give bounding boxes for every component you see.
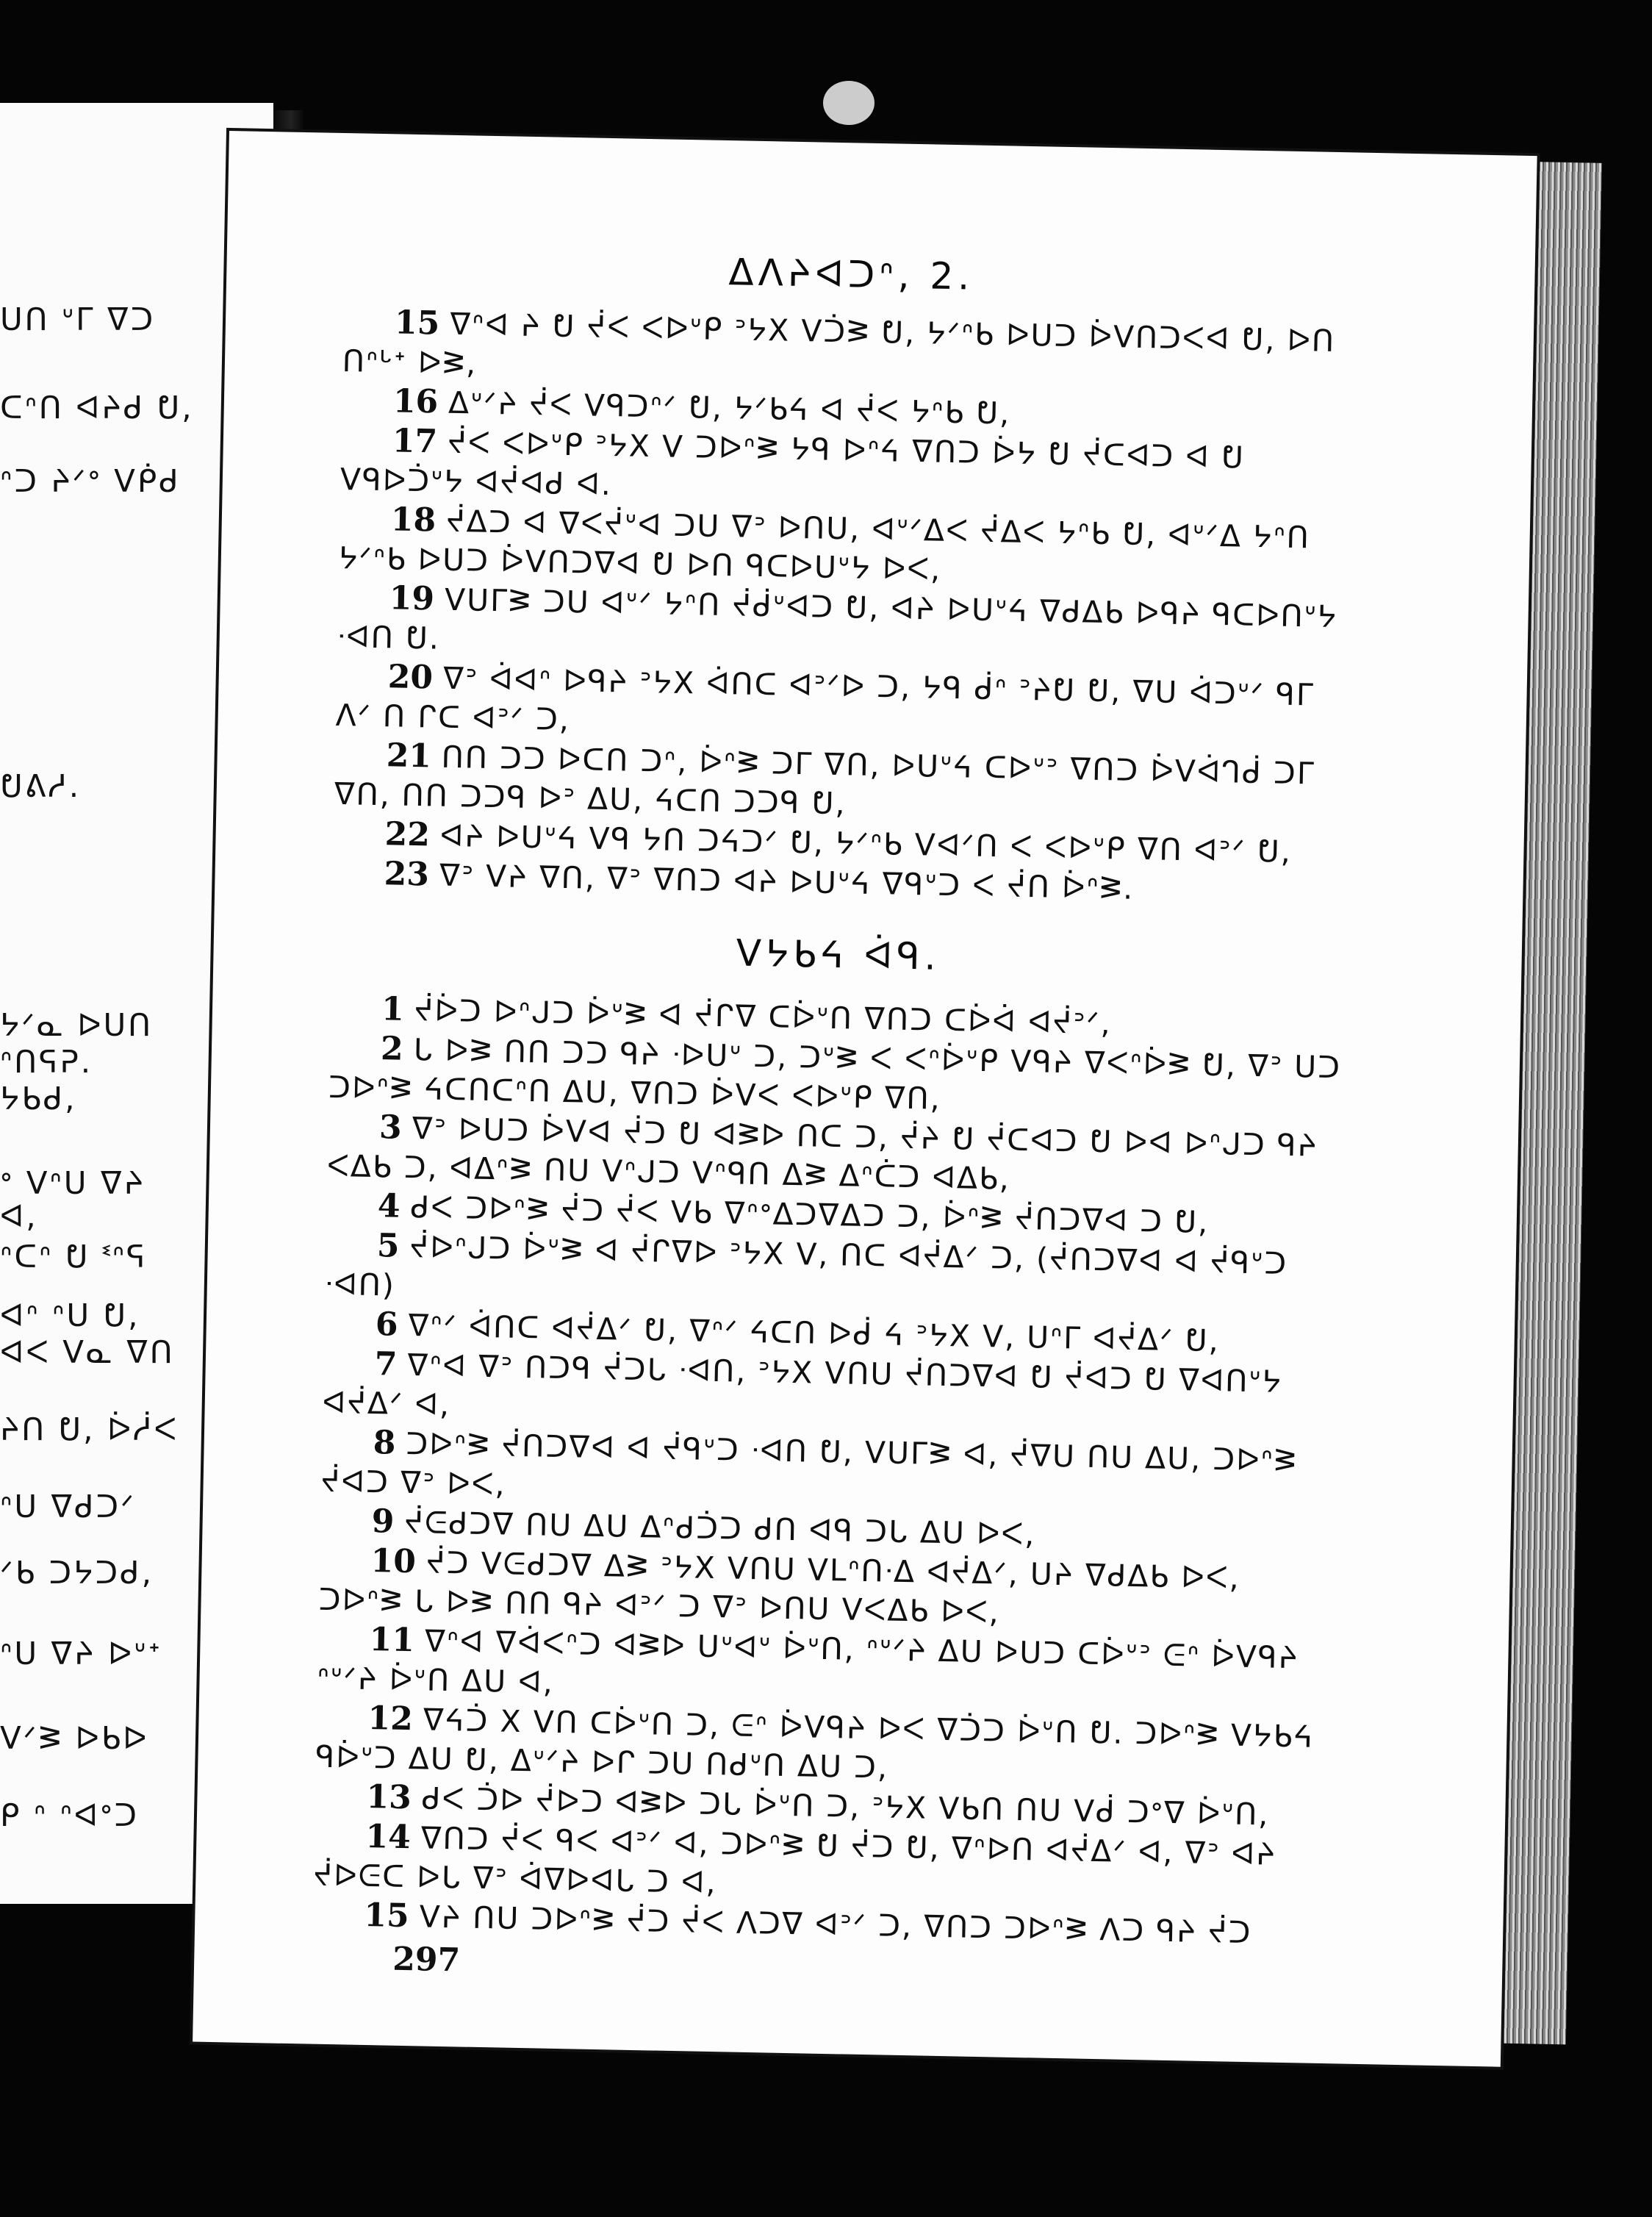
section-heading: ᐯᔭᑲᔦ ᐋᑫ. xyxy=(736,931,941,978)
verse-text: ᐁᐣ ᐯᔨ ᐁᑎ, ᐁᐣ ᐁᑎᑐ ᐊᔨ ᐅᑌᐡᔦ ᐁᑫᐡᑐ ᐸ ᔫᑎ ᐆᐢᕒ. xyxy=(439,857,1135,906)
verse-number: 14 xyxy=(364,1817,412,1857)
left-page-line: ᕞᕕᓱ. xyxy=(0,768,82,804)
verse-number: 23 xyxy=(384,855,430,894)
verse-number: 21 xyxy=(386,737,432,776)
verse-text: ᐊᔨ ᐅᑌᐡᔦ ᐯᑫ ᔭᑎ ᑐᔦᑐᐟ ᕞ, ᔭᐟᐢᑲ ᐯᐊᐟᑎ ᐸ ᐸᐅᐡᑭ ᐁᑎ ᐊᐣᐟ ᕞ, xyxy=(439,817,1293,870)
chapter-verses xyxy=(332,302,1357,912)
left-page-line: ᐊᐸ ᐯᓇ ᐁᑎ xyxy=(0,1334,175,1370)
left-page-line: ᐟᑲ ᑐᔭᑐᑯ, xyxy=(0,1555,154,1591)
left-page-line: ᔭᑲᑯ, xyxy=(0,1081,77,1117)
verse-text: ᔫᐅᐢᒍᑐ ᐆᐡᕒ ᐊ ᔫᒋᐁᐅ ᐣᔭX ᐯ, ᑎᑕ ᐊᔫᐃᐟ ᑐ, (ᔫᑎᑐᐁᐊ ᐊ ᔫᑫᐡᑐ ᐧᐊᑎ) xyxy=(324,1228,1288,1303)
verse-text: ᔫᑐ ᐯᕮᑯᑐᐁ ᐃᕒ ᐣᔭX ᐯᑎᑌ ᐯᒪᐢᑎᐧᐃ ᐊᔫᐃᐟ, ᑌᔨ ᐁᑯᐃᑲ ᐅᐸ, ᑐᐅᐢᕒ ᒐ ᐅᕒ ᑎᑎ ᑫᔨ ᐊᐣᐟ ᑐ ᐁᐣ ᐅᑎᑌ ᐯᐸᐃᑲ ᐅᐸ, xyxy=(318,1544,1241,1630)
verse-text: ᔫᐸ ᐸᐅᐡᑭ ᐣᔭX ᐯ ᑐᐅᐢᕒ ᔭᑫ ᐅᐢᔦ ᐁᑎᑐ ᐆᔭ ᕞ ᔫᑕᐊᑐ ᐊ ᕞ ᐯᑫᐅᑑᐡᔭ ᐊᔫᐊᑯ ᐊ. xyxy=(340,424,1246,503)
left-page-line: ᐢᑐ ᔨᐟᐤ ᐯᑮᑯ xyxy=(0,463,181,499)
left-page-line: ᔨᑎ ᕞ, ᐆᓲᐸ xyxy=(0,1411,179,1447)
left-page-line: ᐯᐟᕒ ᐅᑲᐅ xyxy=(0,1720,149,1756)
left-page-line: ᐢᑌ ᐁᑯᑐᐟ xyxy=(0,1489,137,1525)
verse-text: ᑐᐅᐢᕒ ᔫᑎᑐᐁᐊ ᐊ ᔫᑫᐡᑐ ᐧᐊᑎ ᕞ, ᐯᑌᒥᕒ ᐊ, ᔫᐁᑌ ᑎᑌ ᐃᑌ, ᑐᐅᐢᕒ ᔫᐊᑐ ᐁᐣ ᐅᐸ, xyxy=(320,1425,1298,1503)
verse-text: ᐃᐡᐟᔨ ᔫᐸ ᐯᑫᑐᐢᐟ ᕞ, ᔭᐟᑲᔦ ᐊ ᔫᐸ ᔭᐢᑲ ᕞ, xyxy=(448,384,1011,431)
verse-text: ᐯᑌᒥᕒ ᑐᑌ ᐊᐡᐟ ᔭᐢᑎ ᔫᑰᐡᐊᑐ ᕞ, ᐊᔨ ᐅᑌᐡᔦ ᐁᑯᐃᑲ ᐅᑫᔨ ᑫᑕᐅᑎᐡᔭ ᐧᐊᑎ ᕞ. xyxy=(337,581,1338,656)
verse-number: 16 xyxy=(392,382,439,421)
page-number: 297 xyxy=(392,1940,461,1980)
verse-text: ᐁᐣ ᐋᐊᐢ ᐅᑫᔨ ᐣᔭX ᐋᑎᑕ ᐊᐣᐟᐅ ᑐ, ᔭᑫ ᑰᐢ ᐣᔨᕞ ᕞ, ᐁᑌ ᐋᑐᐡᐟ ᑫᒥ ᐱᐟ ᑎ ᒋᑕ ᐊᐣᐟ ᑐ, xyxy=(335,660,1315,738)
verse-text: ᐁᔦᑑ X ᐯᑎ ᑕᐆᐡᑎ ᑐ, ᕮᐢ ᐆᐯᑫᔨ ᐅᐸ ᐁᑑᑐ ᐆᐡᑎ ᕞ. ᑐᐅᐢᕒ ᐯᔭᑲᔦ ᑫᐆᐡᑐ ᐃᑌ ᕞ, ᐃᐡᐟᔨ ᐅᒋ ᑐᑌ ᑎᑯᐡᑎ ᐃᑌ ᑐ, xyxy=(315,1702,1315,1786)
verse-number: 1 xyxy=(381,990,405,1028)
verse-number: 9 xyxy=(371,1503,395,1541)
verse-number: 6 xyxy=(375,1306,398,1344)
verse-number: 19 xyxy=(389,579,435,618)
verse-number: 8 xyxy=(373,1424,396,1462)
left-page-line: ᑕᐢᑎ ᐊᔨᑯ ᕞ, xyxy=(0,390,194,426)
verse-text: ᐯᔨ ᑎᑌ ᑐᐅᐢᕒ ᔫᑐ ᔫᐸ ᐱᑐᐁ ᐊᐣᐟ ᑐ, ᐁᑎᑐ ᑐᐅᐢᕒ ᐱᑐ ᑫᔨ ᔫᑐ xyxy=(419,1899,1252,1951)
verse-text: ᐁᐢᐊ ᐁᐋᐸᐢᑐ ᐊᕒᐅ ᑌᐡᐊᐡ ᐆᐡᑎ, ᐢᐡᐟᔨ ᐃᑌ ᐅᑌᑐ ᑕᐆᐡᐣ ᕮᐢ ᐆᐯᑫᔨ ᐢᐡᐟᔨ ᐆᐡᑎ ᐃᑌ ᐊ, xyxy=(317,1623,1299,1700)
verse-text: ᐁᐣ ᐅᑌᑐ ᐆᐯᐊ ᔫᑐ ᕞ ᐊᕒᐅ ᑎᑕ ᑐ, ᔫᔨ ᕞ ᔫᑕᐊᑐ ᕞ ᐅᐊ ᐅᐢᒍᑐ ᑫᔨ ᐸᐃᑲ ᑐ, ᐊᐃᐢᕒ ᑎᑌ ᐯᐢᒍᑐ ᐯᐢᑫᑎ ᐃᕒ ᐃᐢᑖᑐ ᐊᐃᑲ, xyxy=(326,1111,1318,1197)
verse-number: 7 xyxy=(374,1345,398,1383)
verse-text: ᑯᐸ ᑐᐅᐢᕒ ᔫᑐ ᔫᐸ ᐯᑲ ᐁᐢᐤᐃᑐᐁᐃᑐ ᑐ, ᐆᐢᕒ ᔫᑎᑐᐁᐊ ᑐ ᕞ, xyxy=(410,1189,1210,1240)
chapter-heading: ᐃᐱᔨᐊᑐᐢ, 2. xyxy=(728,251,974,298)
left-page-line: ᑌᑎ ᐡᒥ ᐁᑐ xyxy=(0,301,156,337)
verse-number: 3 xyxy=(378,1108,403,1147)
verse-number: 12 xyxy=(367,1700,414,1738)
verse-number: 22 xyxy=(384,815,431,854)
verse-number: 15 xyxy=(363,1896,410,1935)
verse-text: ᔫᐆᑐ ᐅᐢᒍᑐ ᐆᐡᕒ ᐊ ᔫᒋᐁ ᑕᐆᐡᑎ ᐁᑎᑐ ᑕᐆᐋ ᐊᔫᐣᐟ, xyxy=(414,992,1113,1042)
verse-number: 17 xyxy=(392,422,438,461)
section-verses xyxy=(312,989,1344,1954)
left-page-line: ᐢᑌ ᐁᔨ ᐅᐡᐩ xyxy=(0,1636,162,1672)
paper-debris xyxy=(823,81,875,125)
left-page-line: ᔭᐟᓇ ᐅᑌᑎ xyxy=(0,1007,154,1043)
verse-number: 10 xyxy=(370,1542,417,1581)
verse-number: 18 xyxy=(390,501,437,540)
verse-text: ᐁᐢᐊ ᔨ ᕞ ᔫᐸ ᐸᐅᐡᑭ ᐣᔭX ᐯᑑᕒ ᕞ, ᔭᐟᐢᑲ ᐅᑌᑐ ᐆᐯᑎᑐᐸᐊ ᕞ, ᐅᑎ ᑎᐢᒡᐩ ᐅᕒ, xyxy=(342,306,1336,382)
verse-text: ᑎᑎ ᑐᑐ ᐅᑕᑎ ᑐᐢ, ᐆᐢᕒ ᑐᒥ ᐁᑎ, ᐅᑌᐡᔦ ᑕᐅᐡᐣ ᐁᑎᑐ ᐆᐯᐋᒉᑰ ᑐᒥ ᐁᑎ, ᑎᑎ ᑐᑐᑫ ᐅᐣ ᐃᑌ, ᔦᑕᑎ ᑐᑐᑫ ᕞ, xyxy=(334,739,1316,822)
verse-number: 13 xyxy=(366,1778,412,1817)
verse-number: 5 xyxy=(376,1227,401,1265)
verse-text: ᐁᐢᐟ ᐋᑎᑕ ᐊᔫᐃᐟ ᕞ, ᐁᐢᐟ ᔦᑕᑎ ᐅᑰ ᔦ ᐣᔭX ᐯ, ᑌᐢᒥ ᐊᔫᐃᐟ ᕞ, xyxy=(408,1307,1221,1359)
verse-text: ᑯᐸ ᑑᐅ ᔫᐅᑐ ᐊᕒᐅ ᑐᒐ ᐆᐡᑎ ᑐ, ᐣᔭX ᐯᑲᑎ ᑎᑌ ᐯᑰ ᑐᐤᐁ ᐆᐡᑎ, xyxy=(421,1780,1270,1833)
verse-text: ᐁᐢᐊ ᐁᐣ ᑎᑐᑫ ᔫᑐᒐ ᐧᐊᑎ, ᐣᔭX ᐯᑎᑌ ᔫᑎᑐᐁᐊ ᕞ ᔫᐊᑐ ᕞ ᐁᐊᑎᐡᔭ ᐊᔫᐃᐟ ᐊ, xyxy=(322,1347,1283,1423)
verse-text: ᐁᑎᑐ ᔫᐸ ᑫᐸ ᐊᐣᐟ ᐊ, ᑐᐅᐢᕒ ᕞ ᔫᑐ ᕞ, ᐁᐢᐅᑎ ᐊᔫᐃᐟ ᐊ, ᐁᐣ ᐊᔨ ᔫᐅᕮᑕ ᐅᒐ ᐁᐣ ᐋᐁᐅᐊᒐ ᑐ ᐊ, xyxy=(313,1820,1277,1901)
verse-number: 15 xyxy=(394,304,440,343)
left-page-line: ᐊᐢ ᐢᑌ ᕞ, xyxy=(0,1297,140,1333)
left-page-line: ᐊ, xyxy=(0,1198,38,1234)
left-page-line: ᐤ ᐯᐢᑌ ᐁᔨ xyxy=(0,1165,146,1201)
verse-text: ᔫᕮᑯᑐᐁ ᑎᑌ ᐃᑌ ᐃᐢᑯᑑᑐ ᑯᑎ ᐊᑫ ᑐᒐ ᐃᑌ ᐅᐸ, xyxy=(403,1504,1036,1552)
verse-number: 11 xyxy=(369,1621,415,1660)
left-page-line: ᑭ ᐢ ᐢᐊᐤᑐ xyxy=(0,1797,140,1833)
verse-text: ᔫᐃᑐ ᐊ ᐁᐸᔫᐡᐊ ᑐᑌ ᐁᐣ ᐅᑎᑌ, ᐊᐡᐟᐃᐸ ᔫᐃᐸ ᔭᐢᑲ ᕞ, ᐊᐡᐟᐃ ᔭᐢᑎ ᔭᐟᐢᑲ ᐅᑌᑐ ᐆᐯᑎᑐᐁᐊ ᕞ ᐅᑎ ᑫᑕᐅᑌᐡᔭ ᐅᐸ, xyxy=(338,503,1311,587)
verse-number: 2 xyxy=(380,1030,404,1068)
verse-number: 4 xyxy=(377,1187,401,1225)
verse-text: ᒐ ᐅᕒ ᑎᑎ ᑐᑐ ᑫᔨ ᐧᐅᑌᐡ ᑐ, ᑐᐡᕒ ᐸ ᐸᐢᐆᐡᑭ ᐯᑫᔨ ᐁᐸᐢᐆᕒ ᕞ, ᐁᐣ ᑌᑐ ᑐᐅᐢᕒ ᔦᑕᑎᑕᐢᑎ ᐃᑌ, ᐁᑎᑐ ᐆᐯᐸ ᐸᐅᐡᑭ ᐁᑎ, xyxy=(328,1032,1342,1117)
verse-number: 20 xyxy=(387,658,434,697)
left-page-line: ᐢᑕᐢ ᕞ ᓫᐢᕋ xyxy=(0,1239,148,1275)
left-page-line: ᐢᑎᕋᕈ. xyxy=(0,1044,93,1080)
main-page xyxy=(193,131,1537,2067)
